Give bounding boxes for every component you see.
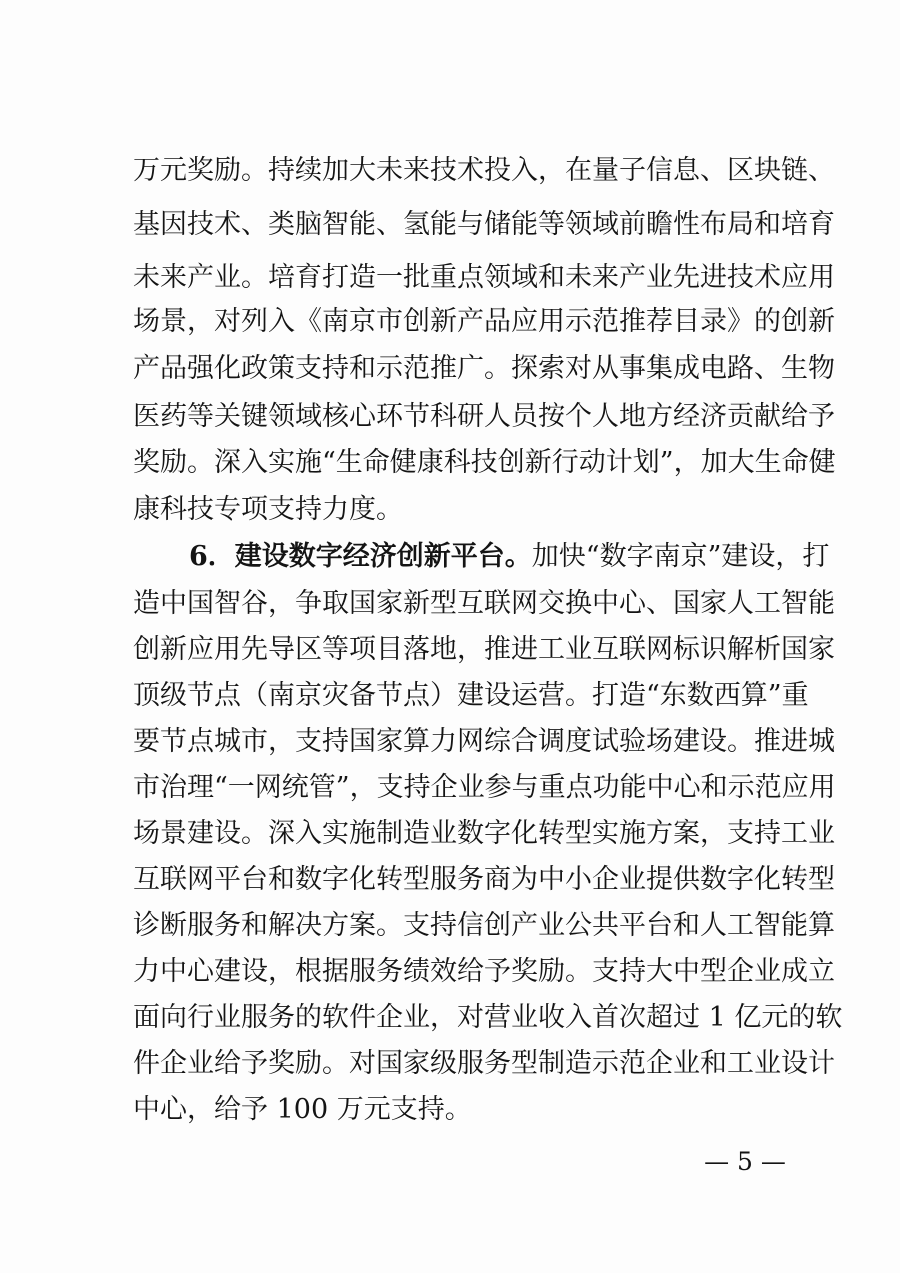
text-line: 诊断服务和解决方案。支持信创产业公共平台和人工智能算 (133, 910, 835, 941)
text-line: 要节点城市，支持国家算力网综合调度试验场建设。推进城 (133, 726, 835, 757)
text-line: 场景建设。深入实施制造业数字化转型实施方案，支持工业 (133, 818, 835, 849)
text-line: 互联网平台和数字化转型服务商为中小企业提供数字化转型 (133, 864, 835, 895)
text-line: 康科技专项支持力度。 (133, 494, 403, 525)
text-line: 顶级节点（南京灾备节点）建设运营。打造“东数西算”重 (133, 680, 809, 711)
text-line: 医药等关键领域核心环节科研人员按个人地方经济贡献给予 (133, 401, 835, 432)
text-line-fragment: 加快“数字南京”建设，打 (531, 541, 830, 572)
text-line: 奖励。深入实施“生命健康科技创新行动计划”，加大生命健 (133, 447, 836, 478)
text-line: 万元奖励。持续加大未来技术投入，在量子信息、区块链、 (133, 155, 835, 186)
text-line: 中心，给予 100 万元支持。 (133, 1094, 472, 1125)
text-line: 市治理“一网统管”，支持企业参与重点功能中心和示范应用 (133, 772, 836, 803)
text-line: 场景，对列入《南京市创新产品应用示范推荐目录》的创新 (133, 306, 835, 337)
page-number: — 5 — (704, 1147, 786, 1176)
text-line: 件企业给予奖励。对国家级服务型制造示范企业和工业设计 (133, 1048, 835, 1079)
paragraph-first-line (189, 533, 830, 580)
text-line: 创新应用先导区等项目落地，推进工业互联网标识解析国家 (133, 634, 835, 665)
text-line: 产品强化政策支持和示范推广。探索对从事集成电路、生物 (133, 353, 835, 384)
text-line: 面向行业服务的软件企业，对营业收入首次超过 1 亿元的软 (133, 1002, 843, 1033)
text-line: 未来产业。培育打造一批重点领域和未来产业先进技术应用 (133, 262, 835, 293)
text-line: 造中国智谷，争取国家新型互联网交换中心、国家人工智能 (133, 588, 835, 619)
section-heading: 6．建设数字经济创新平台。 (189, 541, 532, 572)
text-line: 力中心建设，根据服务绩效给予奖励。支持大中型企业成立 (133, 956, 835, 987)
text-line: 基因技术、类脑智能、氢能与储能等领域前瞻性布局和培育 (133, 209, 835, 240)
